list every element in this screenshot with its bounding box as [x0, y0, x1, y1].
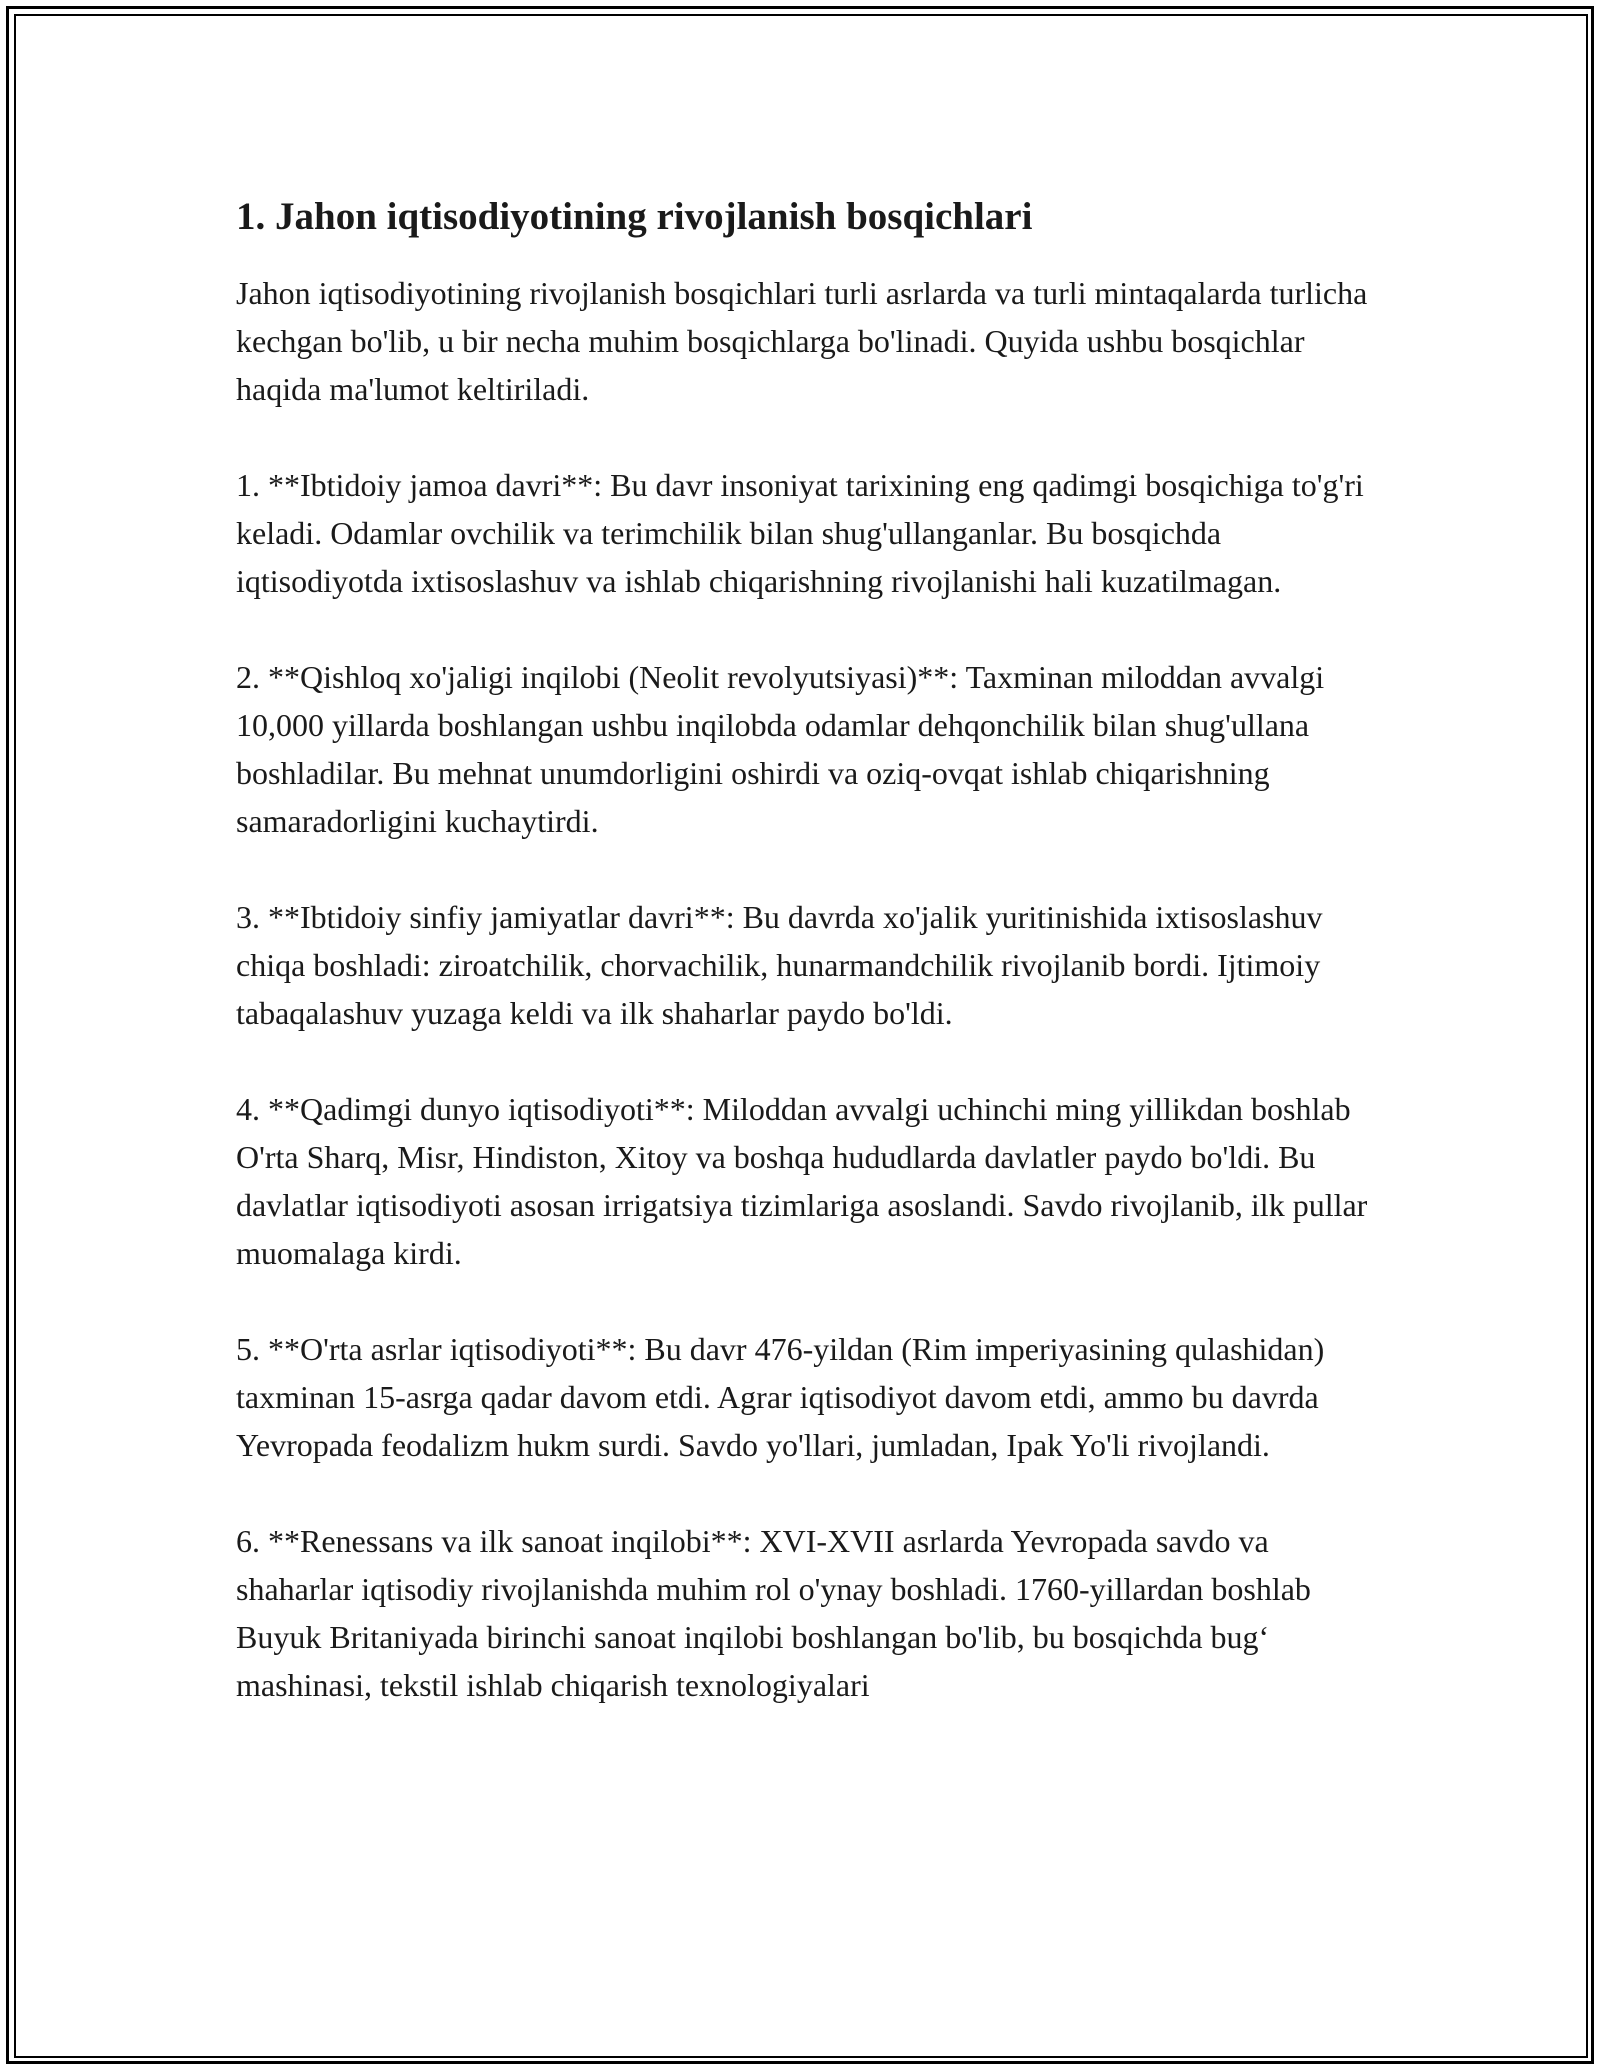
list-item: 5. **O'rta asrlar iqtisodiyoti**: Bu davr 476-yildan (Rim imperiyasining qulashidan) taxminan 15-asrga qadar davom etdi. Agrar iqtisodiyot davom etdi, ammo bu davrda Yevropada feodalizm hukm surdi. Savdo yo'llari, jumladan, Ipak Yo'li rivojlandi.: [236, 1330, 1325, 1463]
intro-paragraph: Jahon iqtisodiyotining rivojlanish bosqichlari turli asrlarda va turli mintaqalarda turlicha kechgan bo'lib, u bir necha muhim bosqichlarga bo'linadi. Quyida ushbu bosqichlar haqida ma'lumot keltiriladi.: [236, 274, 1368, 407]
list-item: 6. **Renessans va ilk sanoat inqilobi**: XVI-XVII asrlarda Yevropada savdo va shaharlar iqtisodiy rivojlanishda muhim rol o'ynay boshladi. 1760-yillardan boshlab Buyuk Britaniyada birinchi sanoat inqilobi boshlangan bo'lib, bu bosqichda bug‘ mashinasi, tekstil ishlab chiqarish texnologiyalari: [236, 1522, 1311, 1703]
list-item: 2. **Qishloq xo'jaligi inqilobi (Neolit revolyutsiyasi)**: Taxminan miloddan avvalgi 10,000 yillarda boshlangan ushbu inqilobda odamlar dehqonchilik bilan shug'ullana boshladilar. Bu mehnat unumdorligini oshirdi va oziq-ovqat ishlab chiqarishning samaradorligini kuchaytirdi.: [236, 658, 1325, 839]
document-body: [236, 180, 1376, 1757]
list-item: 1. **Ibtidoiy jamoa davri**: Bu davr insoniyat tarixining eng qadimgi bosqichiga to'g'ri keladi. Odamlar ovchilik va terimchilik bilan shug'ullanganlar. Bu bosqichda iqtisodiyotda ixtisoslashuv va ishlab chiqarishning rivojlanishi hali kuzatilmagan.: [236, 466, 1364, 599]
list-item: 3. **Ibtidoiy sinfiy jamiyatlar davri**: Bu davrda xo'jalik yuritinishida ixtisoslashuv chiqa boshladi: ziroatchilik, chorvachilik, hunarmandchilik rivojlanib bordi. Ijtimoiy tabaqalashuv yuzaga keldi va ilk shaharlar paydo bo'ldi.: [236, 898, 1323, 1031]
section-heading: 1. Jahon iqtisodiyotining rivojlanish bosqichlari: [236, 195, 1033, 238]
list-item: 4. **Qadimgi dunyo iqtisodiyoti**: Miloddan avvalgi uchinchi ming yillikdan boshlab O'rta Sharq, Misr, Hindiston, Xitoy va boshqa hududlarda davlatler paydo bo'ldi. Bu davlatlar iqtisodiyoti asosan irrigatsiya tizimlariga asoslandi. Savdo rivojlanib, ilk pullar muomalaga kirdi.: [236, 1090, 1368, 1271]
